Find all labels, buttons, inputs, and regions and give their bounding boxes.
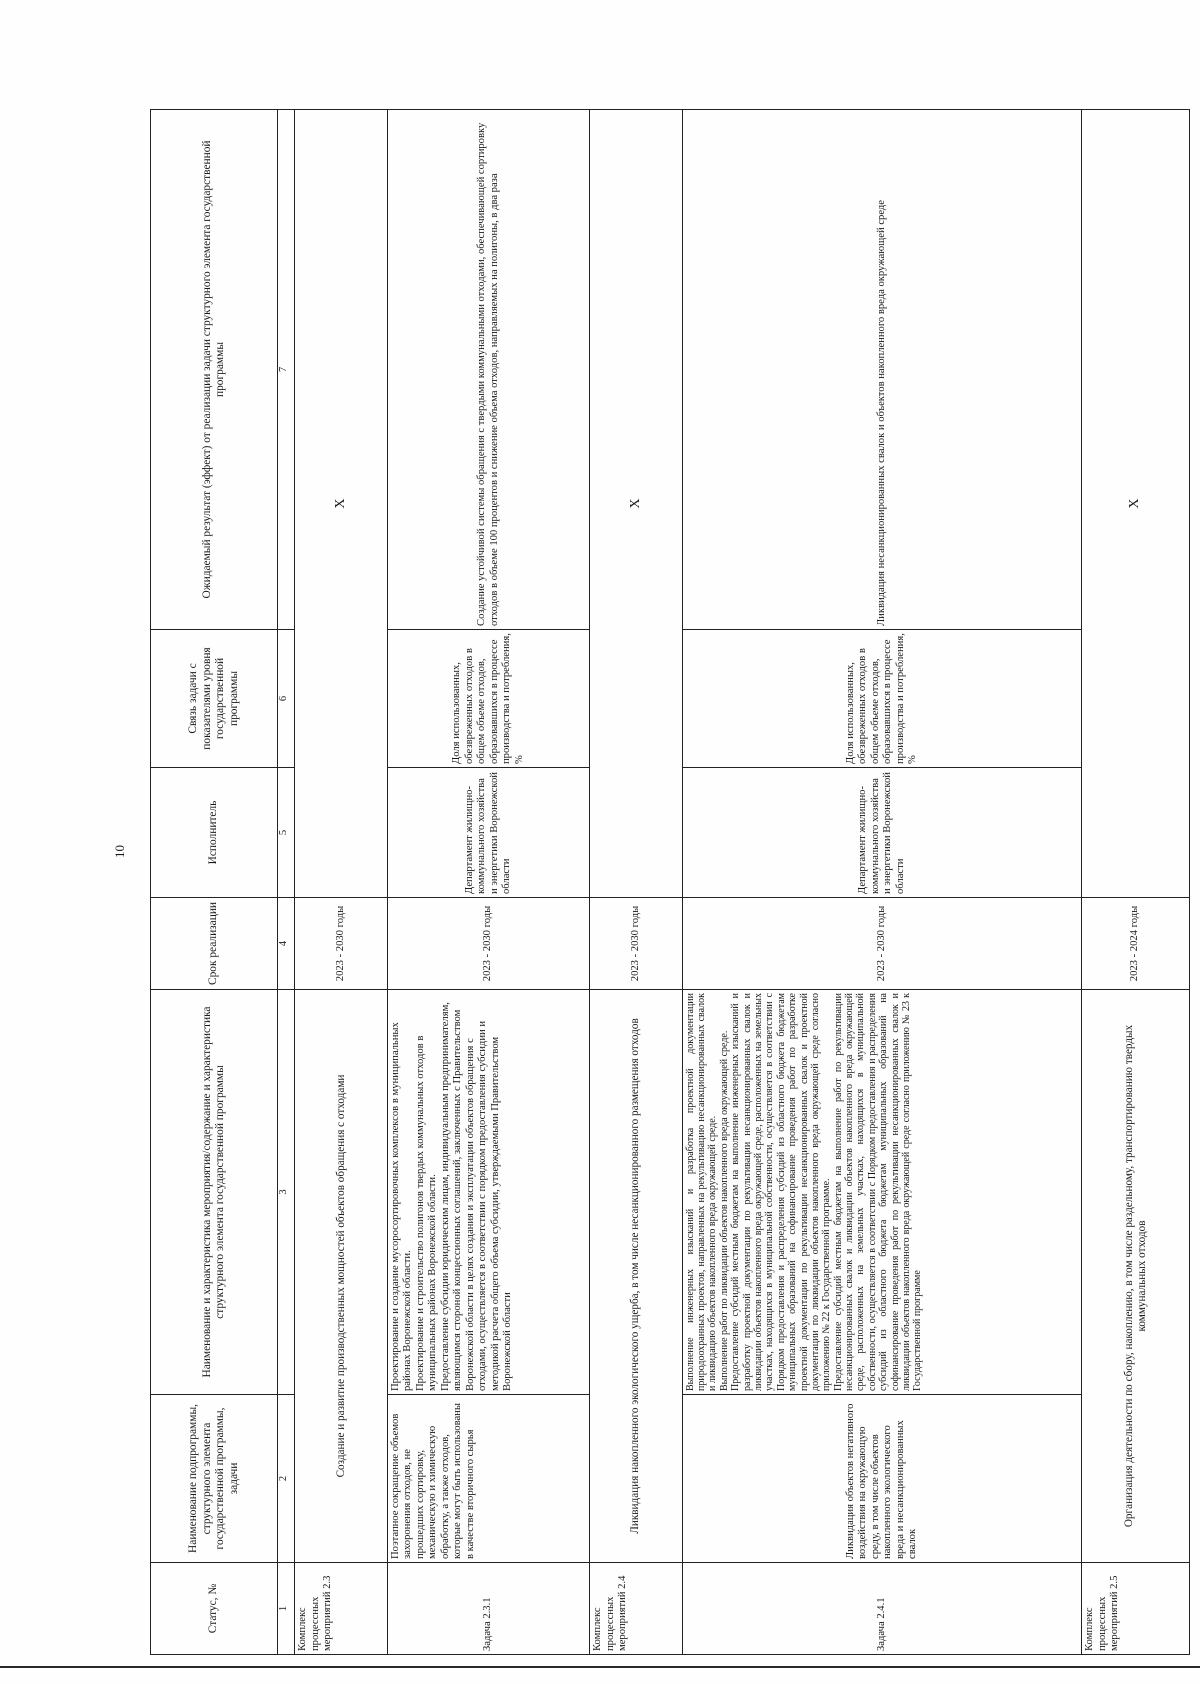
paragraph: Выполнение инженерных изысканий и разработка проектной документации природоохранных проектов, направленных на рекультивацию несанкционированных свалок и ликвидацию объектов накопленного вреда окружающей среде. xyxy=(684,993,719,1391)
complex-name-cell: Организация деятельности по сбору, накоплению, в том числе раздельному, транспортированию твердых коммунальных отходов xyxy=(1082,990,1190,1563)
paragraph: Предоставление субсидий местным бюджетам на выполнение инженерных изысканий и разработку проектной документации по рекультивации несанкционированных свалок и ликвидации объектов накопленного вреда окружающей среде, расположенных на земельных участках, находящихся в муниципальной собственности, осуществляется в соответствии с Порядком предоставления и распределения субсидий из областного бюджета бюджетам муниципальных образований на софинансирование проведения работ по разработке проектной документации по рекультивации несанкционированных свалок и проектной документации по ликвидации объектов накопленного вреда окружающей среде согласно приложению № 22 к Государственной программе. xyxy=(730,993,833,1391)
header-characteristic: Наименование и характеристика мероприятия/содержание и характеристика структурного элемента государственной программы xyxy=(151,990,278,1395)
executor-cell: Департамент жилищно-коммунального хозяйства и энергетики Воронежской области xyxy=(682,768,1082,898)
task-name-cell: Поэтапное сокращение объемов захоронения отходов, не прошедших сортировку, механическую и химическую обработку, а также отходов, которые могут быть использованы в качестве вторичного сырья xyxy=(387,1395,589,1563)
result-cell: Ликвидация несанкционированных свалок и объектов накопленного вреда окружающей среде xyxy=(682,110,1082,630)
table-row-task-2-4-1 xyxy=(682,110,1082,1655)
paragraph: Предоставление субсидии юридическим лицам, индивидуальным предпринимателям, являющимся стороной концессионных соглашений, заключенных с Правительством Воронежской области в целях создания и эксплуатации объектов обращения с отходами, осуществляется в соответствии с порядком предоставления субсидии и методикой расчета общего объема субсидии, утверждаемыми Правительством Воронежской области xyxy=(439,1002,514,1391)
period-cell: 2023 - 2030 годы xyxy=(682,898,1082,990)
page-number: 10 xyxy=(112,845,127,858)
relation-cell: Доля использованных, обезвреженных отходов в общем объеме отходов, образовавшихся в процессе производства и потребления, % xyxy=(682,630,1082,768)
not-applicable-mark: X xyxy=(295,110,387,898)
header-relation: Связь задачи с показателями уровня государственной программы xyxy=(151,630,278,768)
task-characteristic-cell xyxy=(387,990,589,1395)
status-cell: Комплекс процессных мероприятий 2.3 xyxy=(295,1563,387,1655)
not-applicable-mark: X xyxy=(1082,110,1190,898)
task-name-cell: Ликвидация объектов негативного воздействия на окружающую среду, в том числе объектов накопленного экологического вреда и несанкционированных свалок xyxy=(682,1395,1082,1563)
header-period: Срок реализации xyxy=(151,898,278,990)
paragraph: Выполнение работ по ликвидации объектов накопленного вреда окружающей среде. xyxy=(718,1030,730,1391)
not-applicable-mark: X xyxy=(590,110,682,898)
table-row-complex-2-5 xyxy=(1082,110,1190,1655)
status-cell: Задача 2.3.1 xyxy=(387,1563,589,1655)
complex-name-cell: Ликвидация накопленного экологического ущерба, в том числе несанкционированного размещения отходов xyxy=(590,990,682,1563)
column-number: 4 xyxy=(278,898,295,990)
header-result: Ожидаемый результат (эффект) от реализации задачи структурного элемента государственной программы xyxy=(151,110,278,630)
table-row-task-2-3-1 xyxy=(387,110,589,1655)
table-row-complex-2-3 xyxy=(295,110,387,1655)
program-table xyxy=(150,109,1190,1655)
column-number: 2 xyxy=(278,1395,295,1563)
period-cell: 2023 - 2030 годы xyxy=(590,898,682,990)
rotated-table-wrapper xyxy=(150,110,1190,1655)
status-cell: Задача 2.4.1 xyxy=(682,1563,1082,1655)
executor-cell: Департамент жилищно-коммунального хозяйства и энергетики Воронежской области xyxy=(387,768,589,898)
status-cell: Комплекс процессных мероприятий 2.4 xyxy=(590,1563,682,1655)
table-row-complex-2-4 xyxy=(590,110,682,1655)
relation-cell: Доля использованных, обезвреженных отходов в общем объеме отходов, образовавшихся в процессе производства и потребления, % xyxy=(387,630,589,768)
column-number: 5 xyxy=(278,768,295,898)
paragraph: Предоставление субсидий местным бюджетам на выполнение работ по рекультивации несанкционированных свалок и ликвидации объектов накопленного вреда окружающей среде, расположенных на земельных участках, находящихся в муниципальной собственности, осуществляется в соответствии с Порядком предоставления и распределения субсидий из областного бюджета бюджетам муниципальных образований на софинансирование проведения работ по рекультивации несанкционированных свалок и ликвидации объектов накопленного вреда окружающей среде согласно приложению № 23 к Государственной программе xyxy=(832,993,924,1391)
page-bottom-rule xyxy=(0,1666,1200,1668)
result-cell: Создание устойчивой системы обращения с твердыми коммунальными отходами, обеспечивающей сортировку отходов в объеме 100 процентов и снижение объема отходов, направляемых на полигоны, в два раза xyxy=(387,110,589,630)
task-characteristic-cell xyxy=(682,990,1082,1395)
paragraph: Проектирование и создание мусоросортировочных комплексов в муниципальных районах Воронежской области. xyxy=(389,1022,414,1391)
column-number: 1 xyxy=(278,1563,295,1655)
complex-name-cell: Создание и развитие производственных мощностей объектов обращения с отходами xyxy=(295,990,387,1563)
status-cell: Комплекс процессных мероприятий 2.5 xyxy=(1082,1563,1190,1655)
column-number: 3 xyxy=(278,990,295,1395)
header-name: Наименование подпрограммы, структурного элемента государственной программы, задачи xyxy=(151,1395,278,1563)
column-number: 7 xyxy=(278,110,295,630)
period-cell: 2023 - 2030 годы xyxy=(295,898,387,990)
column-number: 6 xyxy=(278,630,295,768)
header-executor: Исполнитель xyxy=(151,768,278,898)
column-number-row xyxy=(278,110,295,1655)
period-cell: 2023 - 2024 годы xyxy=(1082,898,1190,990)
paragraph: Проектирование и строительство полигонов твердых коммунальных отходов в муниципальных районах Воронежской области. xyxy=(414,1035,439,1391)
header-row xyxy=(151,110,278,1655)
header-status: Статус, № xyxy=(151,1563,278,1655)
period-cell: 2023 - 2030 годы xyxy=(387,898,589,990)
